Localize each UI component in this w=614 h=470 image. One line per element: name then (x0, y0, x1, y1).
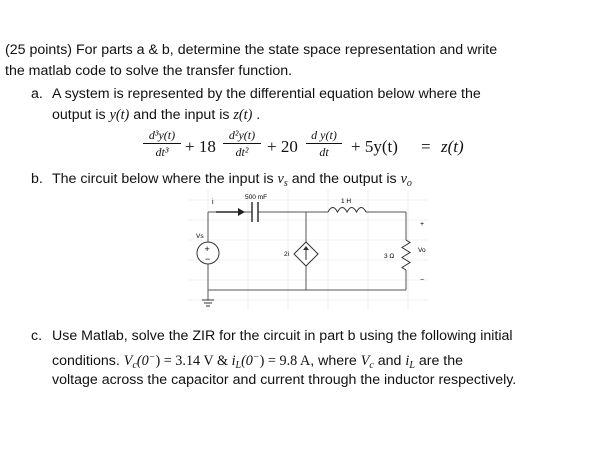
inductor-label: 1 H (341, 198, 352, 205)
initial-condition-capacitor: $V_c(0^-$ (123, 352, 156, 371)
input-variable: z(t) (233, 107, 253, 123)
second-derivative-term: d²y(t) dt² (223, 129, 261, 158)
coefficient-18: + 18 (185, 137, 216, 156)
third-derivative-term: d³y(t) dt³ (143, 129, 181, 158)
source-label: Vs (196, 233, 204, 240)
problem-intro-line-1: (25 points) For parts a & b, determine the state space representation and write (5, 42, 498, 58)
coefficient-20: + 20 (267, 137, 298, 156)
part-a-label: a. (31, 86, 43, 102)
part-a-line-2: output is y(t) and the input is z(t) . (52, 107, 261, 123)
source-minus: − (205, 254, 211, 264)
circuit-diagram (188, 190, 428, 310)
output-variable: y(t) (109, 107, 130, 123)
inductor (328, 208, 366, 213)
dependent-current-source (294, 242, 318, 266)
equals-sign: = (421, 137, 431, 156)
dependent-source-label: 2i (284, 251, 290, 258)
part-b-label: b. (31, 171, 43, 187)
part-c-line-2: conditions. $V_c(0^-) = 3.14$ V & $i_L(0^-) = 9.8$ A, where $V_c$ and $i_L$ are the (52, 352, 464, 371)
current-marker: i (212, 199, 214, 206)
source-plus: + (204, 244, 210, 254)
capacitor (252, 202, 258, 222)
current-arrow (216, 208, 245, 216)
output-plus: + (420, 221, 425, 228)
output-minus: − (420, 277, 425, 284)
first-derivative-term: d y(t) dt (306, 129, 342, 158)
part-b-text: The circuit below where the input is $v_s$ and the output is $v_o$ (52, 171, 412, 189)
part-c-line-1: Use Matlab, solve the ZIR for the circuit in part b using the following initial (52, 328, 513, 344)
part-a-line-1: A system is represented by the differential equation below where the (52, 86, 481, 102)
resistor (402, 240, 410, 270)
part-c-label: c. (31, 328, 43, 344)
capacitor-label: 500 mF (245, 194, 268, 201)
differential-equation (143, 127, 483, 175)
initial-condition-inductor: $i_L(0^-$ (231, 352, 260, 371)
part-c-line-3: voltage across the capacitor and current through the inductor respectively. (52, 372, 517, 388)
resistor-label: 3 Ω (384, 253, 395, 260)
problem-intro-line-2: the matlab code to solve the transfer function. (5, 63, 293, 79)
output-label: Vo (418, 247, 426, 254)
equation-rhs: z(t) (441, 137, 464, 156)
term-5y: + 5y(t) (351, 137, 398, 156)
